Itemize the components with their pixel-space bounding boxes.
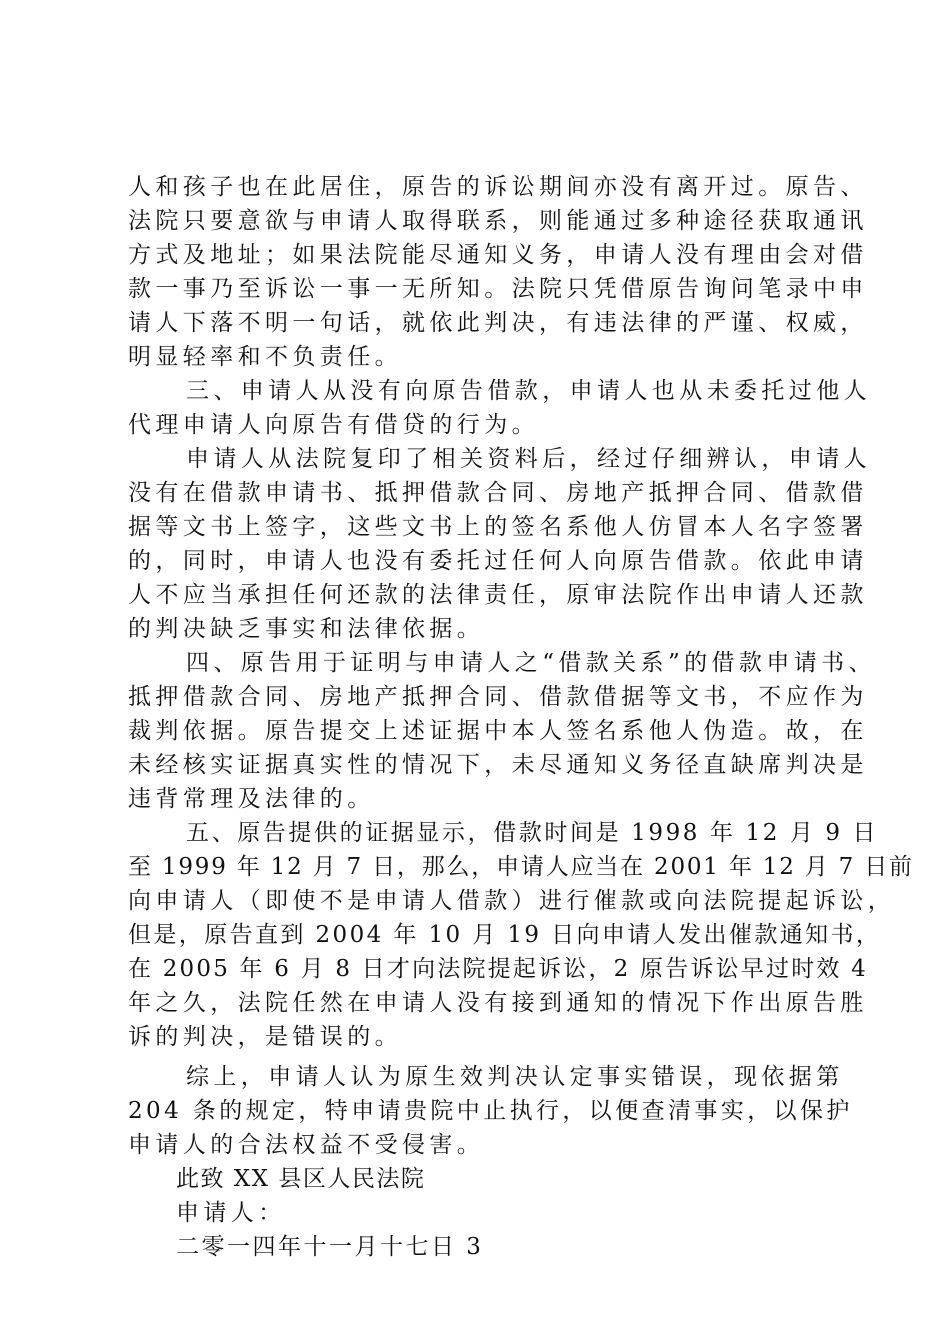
text-line: 的判决缺乏事实和法律依据。 [128,616,485,642]
text-line: 未经核实证据真实性的情况下，未尽通知义务径直缺席判决是 [128,752,868,778]
text-line: 至 1999 年 12 月 7 日，那么，申请人应当在 2001 年 12 月 7 日前 [128,854,914,880]
text-line: 没有在借款申请书、抵押借款合同、房地产抵押合同、借款借 [128,480,868,506]
text-line: 年之久，法院任然在申请人没有接到通知的情况下作出原告胜 [128,990,868,1016]
text-line: 方式及地址；如果法院能尽通知义务，申请人没有理由会对借 [128,242,868,268]
date-line: 二零一四年十一月十七日 3 [176,1234,484,1260]
paragraph-four-heading: 四、原告用于证明与申请人之“借款关系”的借款申请书、 [186,650,876,676]
text-line: 204 条的规定，特申请贵院中止执行，以便查清事实，以保护 [128,1098,853,1124]
text-line: 违背常理及法律的。 [128,786,375,812]
conclusion-paragraph: 综上，申请人认为原生效判决认定事实错误，现依据第 [186,1064,844,1090]
text-line: 裁判依据。原告提交上述证据中本人签名系他人伪造。故，在 [128,718,868,744]
text-line: 的，同时，申请人也没有委托过任何人向原告借款。依此申请 [128,548,868,574]
text-line: 人不应当承担任何还款的法律责任，原审法院作出申请人还款 [128,582,868,608]
text-line: 款一事乃至诉讼一事一无所知。法院只凭借原告询问笔录中申 [128,276,868,302]
text-line: 申请人的合法权益不受侵害。 [128,1132,485,1158]
text-line: 向申请人（即使不是申请人借款）进行催款或向法院提起诉讼， [128,888,896,914]
text-line: 人和孩子也在此居住，原告的诉讼期间亦没有离开过。原告、 [128,174,868,200]
text-line: 代理申请人向原告有借贷的行为。 [128,412,539,438]
applicant-label: 申请人： [176,1200,286,1226]
text-line: 在 2005 年 6 月 8 日才向法院提起诉讼，2 原告诉讼早过时效 4 [128,956,868,982]
text-line: 诉的判决，是错误的。 [128,1024,402,1050]
text-line: 抵押借款合同、房地产抵押合同、借款借据等文书，不应作为 [128,684,868,710]
text-line: 申请人从法院复印了相关资料后，经过仔细辨认，申请人 [186,446,871,472]
text-line: 法院只要意欲与申请人取得联系，则能通过多种途径获取通讯 [128,208,868,234]
text-line: 据等文书上签字，这些文书上的签名系他人仿冒本人名字签署 [128,514,868,540]
text-line: 明显轻率和不负责任。 [128,344,402,370]
text-line: 请人下落不明一句话，就依此判决，有违法律的严谨、权威， [128,310,868,336]
paragraph-three-heading: 三、申请人从没有向原告借款，申请人也从未委托过他人 [186,378,871,404]
paragraph-five-heading: 五、原告提供的证据显示，借款时间是 1998 年 12 月 9 日 [186,820,879,846]
addressee-line: 此致 XX 县区人民法院 [176,1166,426,1192]
text-line: 但是，原告直到 2004 年 10 月 19 日向申请人发出催款通知书， [128,922,882,948]
